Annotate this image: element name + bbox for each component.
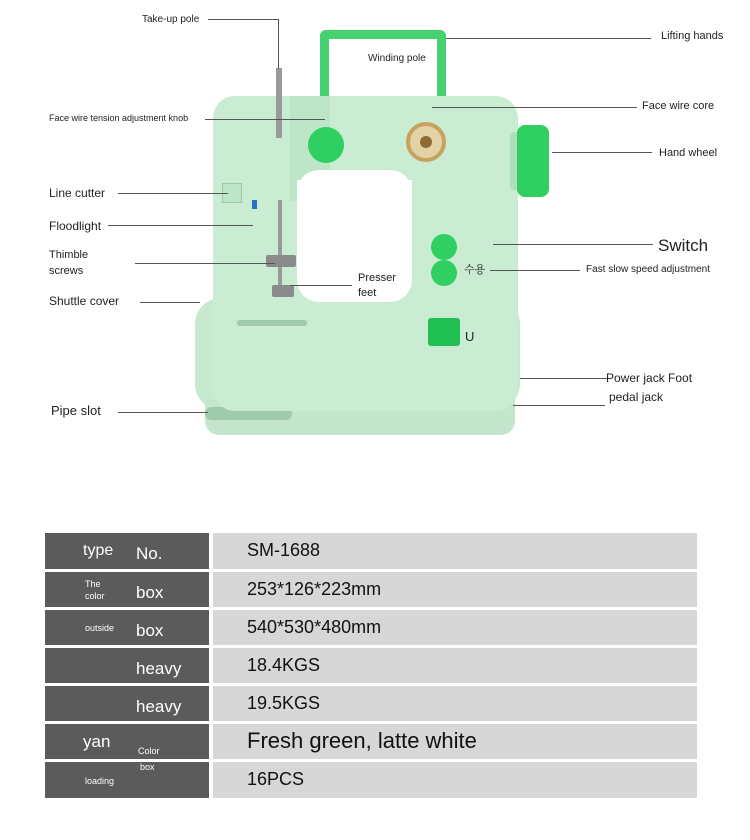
- table-row: [45, 646, 697, 684]
- spec-key-cell: [45, 722, 209, 760]
- spec-key-cell: [45, 570, 209, 608]
- leader-line: [278, 19, 279, 69]
- leader-line: [432, 107, 637, 108]
- spec-key-sub: heavy: [136, 658, 182, 678]
- label-speed-mark: 수용: [464, 264, 486, 276]
- spec-value: SM-1688: [247, 540, 321, 561]
- label-presser: Presser: [358, 272, 396, 284]
- spec-key-cell: [45, 646, 209, 684]
- label-fast-slow-speed: Fast slow speed adjustment: [586, 264, 710, 275]
- spec-value-cell: [213, 684, 697, 722]
- spec-value-cell: [213, 760, 697, 799]
- speed-button: [431, 260, 457, 286]
- spec-key-cell: [45, 533, 209, 570]
- spool-center: [420, 136, 432, 148]
- tension-knob: [308, 127, 344, 163]
- leader-line: [446, 38, 651, 39]
- spec-key-sub: No.: [136, 544, 163, 563]
- label-face-wire-tension: Face wire tension adjustment knob: [49, 113, 189, 123]
- spec-key-small: outside: [85, 622, 115, 633]
- leader-line: [205, 119, 325, 120]
- leader-line: [552, 152, 652, 153]
- spec-key-cell: [45, 608, 209, 646]
- label-floodlight: Floodlight: [49, 219, 102, 233]
- spec-key-sub: heavy: [136, 696, 182, 716]
- label-switch: Switch: [658, 236, 709, 255]
- label-u-mark: U: [465, 329, 475, 344]
- spec-key-small: loading: [85, 775, 115, 786]
- needle-bar: [278, 200, 282, 292]
- leader-line: [108, 225, 253, 226]
- hand-wheel: [517, 125, 549, 197]
- spec-table: [45, 533, 697, 801]
- switch-button: [431, 234, 457, 260]
- spec-value: 16PCS: [247, 769, 305, 789]
- spec-key-sub: box: [136, 620, 164, 640]
- spec-value: 253*126*223mm: [247, 578, 382, 599]
- spec-value: 18.4KGS: [247, 654, 321, 675]
- leader-line: [513, 405, 605, 406]
- table-row: [45, 570, 697, 608]
- table-row: [45, 608, 697, 646]
- spec-key-main: type: [83, 542, 114, 559]
- thimble-screw-shape: [266, 255, 296, 267]
- label-thimble: Thimble: [49, 249, 89, 261]
- led-indicator: [252, 200, 257, 209]
- leader-line: [290, 285, 352, 286]
- spec-key-cell: [45, 684, 209, 722]
- spec-key-main: yan: [83, 731, 111, 751]
- label-line-cutter: Line cutter: [49, 186, 106, 200]
- label-pipe-slot: Pipe slot: [51, 403, 101, 418]
- presser-foot-shape: [272, 285, 294, 297]
- spec-key-cell: [45, 760, 209, 799]
- bed-groove: [237, 320, 307, 326]
- u-switch: [428, 318, 460, 346]
- spec-value: 19.5KGS: [247, 692, 321, 713]
- leader-line: [135, 263, 275, 264]
- spec-value-cell: [213, 608, 697, 646]
- spec-key-small: box: [140, 761, 155, 772]
- table-row: [45, 760, 697, 799]
- leader-line: [118, 193, 228, 194]
- label-presser-feet: feet: [358, 287, 377, 299]
- spec-value-cell: [213, 570, 697, 608]
- leader-line: [520, 378, 608, 379]
- table-row: [45, 533, 697, 570]
- spec-value-cell: [213, 533, 697, 570]
- spec-value-cell: [213, 722, 697, 760]
- spec-key-small: Color: [138, 745, 160, 756]
- table-row: [45, 722, 697, 760]
- table-row: [45, 684, 697, 722]
- spec-key-sub: box: [136, 582, 164, 602]
- spec-value: Fresh green, latte white: [247, 728, 477, 753]
- label-thimble-screws: screws: [49, 265, 84, 277]
- label-face-wire-core: Face wire core: [642, 100, 715, 112]
- leader-line: [140, 302, 200, 303]
- label-hand-wheel: Hand wheel: [659, 147, 718, 159]
- label-take-up-pole: Take-up pole: [142, 14, 200, 25]
- label-power-jack: Power jack Foot: [606, 371, 693, 385]
- leader-line: [208, 19, 278, 20]
- spec-key-small: color: [85, 590, 105, 601]
- label-winding-pole: Winding pole: [368, 53, 426, 64]
- label-lifting-hands: Lifting hands: [661, 30, 724, 42]
- label-shuttle-cover: Shuttle cover: [49, 294, 120, 308]
- label-pedal-jack: pedal jack: [609, 390, 664, 404]
- take-up-pole-shape: [276, 68, 282, 138]
- leader-line: [118, 412, 208, 413]
- leader-line: [493, 244, 653, 245]
- spec-key-small: The: [85, 578, 101, 589]
- spec-value: 540*530*480mm: [247, 616, 382, 637]
- spec-value-cell: [213, 646, 697, 684]
- leader-line: [490, 270, 580, 271]
